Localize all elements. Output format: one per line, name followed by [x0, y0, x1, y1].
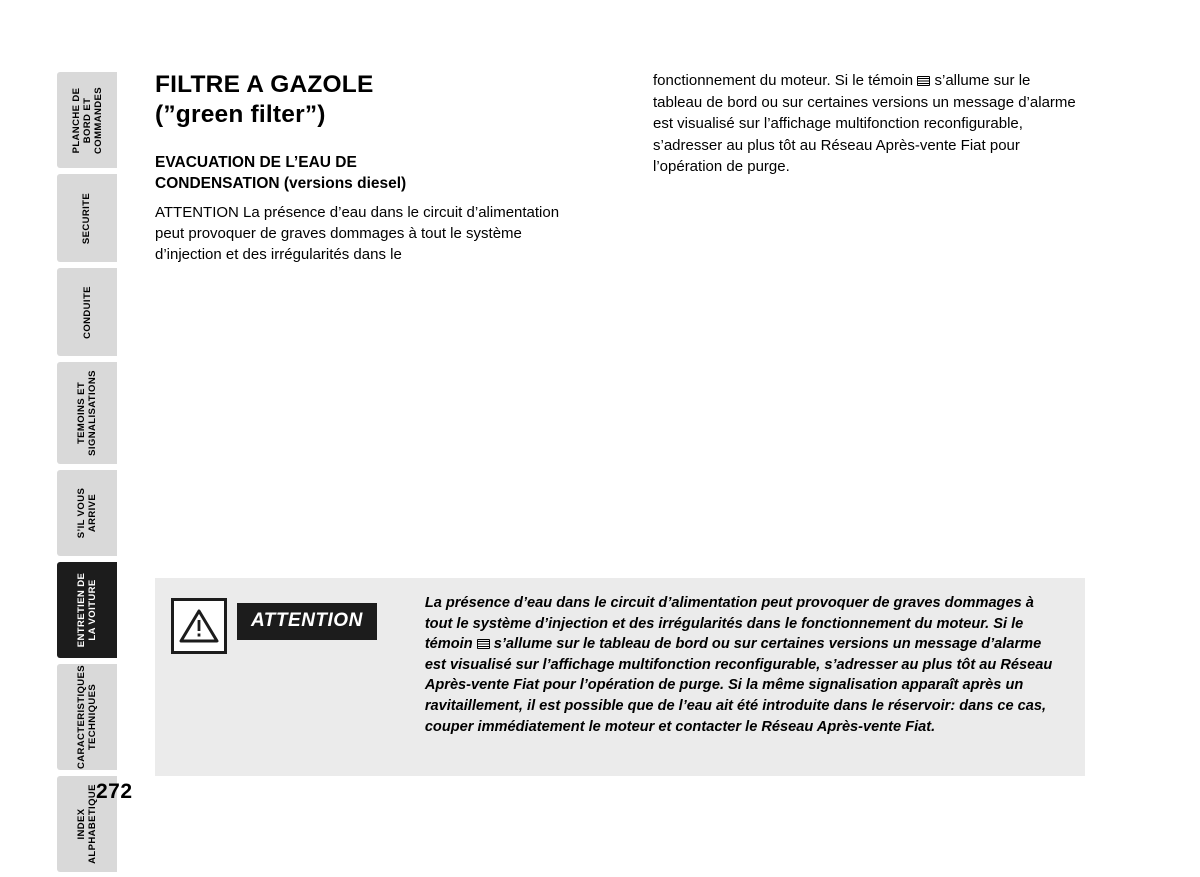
sidebar-tab-label: CARACTERISTIQUES TECHNIQUES [76, 664, 99, 770]
section-title-line2: CONDENSATION (versions diesel) [155, 175, 407, 192]
water-in-fuel-warning-icon [917, 76, 930, 86]
page-title-line1: FILTRE A GAZOLE [155, 71, 374, 98]
article-content [155, 70, 1085, 265]
section-title-line1: EVACUATION DE L’EAU DE [155, 154, 357, 171]
sidebar-tab-label: PLANCHE DE BORD ET COMMANDES [70, 86, 104, 154]
sidebar-tab-label: SECURITE [81, 192, 93, 244]
attention-label: ATTENTION [237, 603, 377, 640]
sidebar-tab-caracteristiques-techniques[interactable] [57, 664, 117, 770]
sidebar-tab-label: CONDUITE [81, 285, 93, 339]
column-left [155, 70, 585, 265]
column-right [653, 70, 1083, 265]
sidebar-tab-s-il-vous-arrive[interactable] [57, 470, 117, 556]
sidebar-tab-rail [57, 72, 117, 864]
sidebar-tab-securite[interactable] [57, 174, 117, 262]
right-paragraph-part2: s’allume sur le tableau de bord ou sur certaines versions un message d’alarme est visualisé sur l’affichage multifonction reconfigurable, s’adresser au plus tôt au Réseau Après-vente Fiat pour l’opération de purge. [653, 72, 1076, 175]
sidebar-tab-label: TEMOINS ET SIGNALISATIONS [76, 370, 98, 456]
left-body-paragraph: ATTENTION La présence d’eau dans le circuit d’alimentation peut provoquer de graves dommages à tout le système d’injection et des irrégularités dans le [155, 204, 560, 263]
right-paragraph-part1: fonctionnement du moteur. Si le témoin [653, 72, 918, 89]
water-in-fuel-warning-icon [477, 639, 490, 649]
sidebar-tab-entretien-de-la-voiture[interactable] [57, 562, 117, 658]
warning-triangle-icon [171, 598, 227, 654]
sidebar-tab-label: S’IL VOUS ARRIVE [75, 487, 98, 539]
page-number: 272 [96, 780, 133, 803]
sidebar-tab-planche-de-bord-et-commandes[interactable] [57, 72, 117, 168]
sidebar-tab-temoins-et-signalisations[interactable] [57, 362, 117, 464]
attention-text-part2: s’allume sur le tableau de bord ou sur certaines versions un message d’alarme est visualisé sur l’affichage multifonction reconfigurable, s’adresser au plus tôt au Réseau Après-vente Fiat pour l’opération de purge. Si la même signalisation apparaît après un ravitaillement, il est possible que de l’eau ait été introduite dans le réservoir: dans ce cas, couper immédiatement le moteur et contacter le Réseau Après-vente Fiat. [424, 636, 1053, 735]
attention-text [425, 593, 1063, 737]
page-title-line2: (”green filter”) [155, 101, 326, 128]
sidebar-tab-label: ENTRETIEN DE LA VOITURE [76, 572, 99, 648]
section-title [155, 152, 585, 194]
sidebar-tab-conduite[interactable] [57, 268, 117, 356]
attention-text-part1: La présence d’eau dans le circuit d’alimentation peut provoquer de graves dommages à tout le système d’injection et des irrégularités dans le fonctionnement du moteur. Si le témoin [424, 595, 1034, 653]
right-body-paragraph [653, 70, 1083, 178]
sidebar-tab-label: INDEX ALPHABETIQUE [76, 784, 98, 864]
attention-callout [155, 578, 1085, 776]
page-title [155, 70, 585, 130]
